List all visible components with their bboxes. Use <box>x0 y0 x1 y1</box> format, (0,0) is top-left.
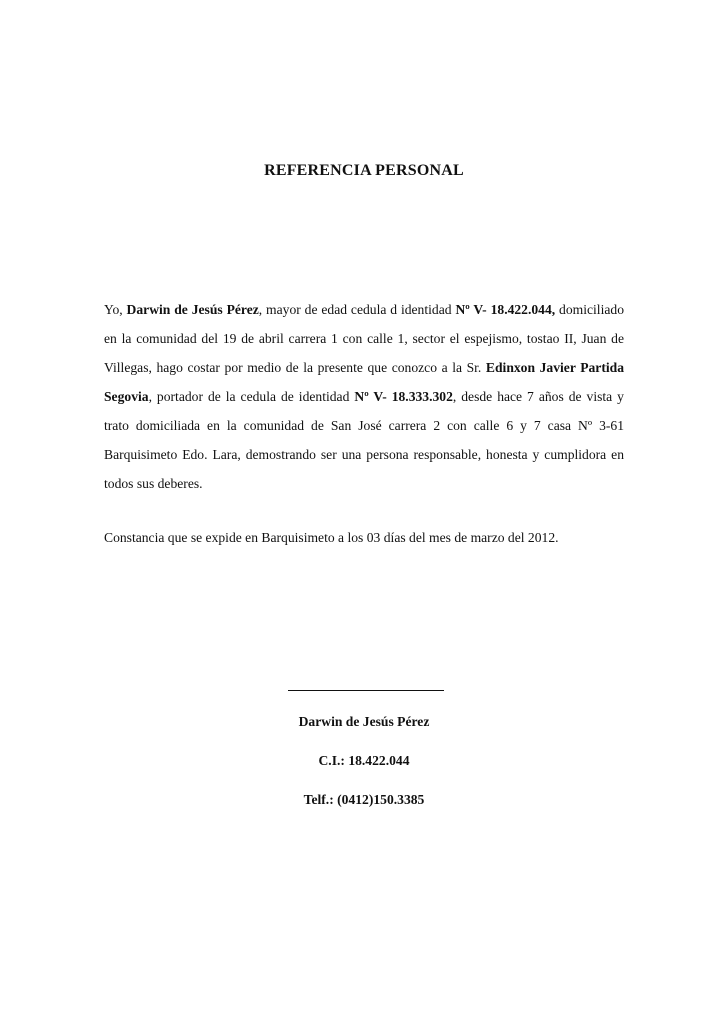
signature-block <box>0 676 728 807</box>
paragraph-text-1: Yo, <box>104 302 127 317</box>
reference-paragraph <box>104 295 624 498</box>
paragraph-text-5: , desde hace 7 años de vista y trato domiciliada en la comunidad de San José carrera 2 con calle 6 y 7 casa Nº 3-61 Barquisimeto Edo. Lara, demostrando ser una persona responsable, honesta y cumplidora en todos sus deberes. <box>104 389 624 491</box>
declarant-id: Nº V- 18.422.044, <box>455 302 556 317</box>
declarant-name: Darwin de Jesús Pérez <box>126 302 259 317</box>
document-title: REFERENCIA PERSONAL <box>264 162 464 179</box>
signature-phone: Telf.: (0412)150.3385 <box>303 792 425 807</box>
closing-statement: Constancia que se expide en Barquisimeto a los 03 días del mes de marzo del 2012. <box>104 530 559 545</box>
paragraph-text-2: , mayor de edad cedula d identidad <box>258 302 456 317</box>
referee-id: Nº V- 18.333.302 <box>354 389 453 404</box>
paragraph-text-3: domiciliado en la comunidad del 19 de abril carrera 1 con calle 1, sector el espejismo, tostao II, Juan de Villegas, hago costar por medio de la presente que conozco a la Sr. <box>104 302 624 375</box>
paragraph-text-4: , portador de la cedula de identidad <box>148 389 355 404</box>
signature-ci: C.I.: 18.422.044 <box>318 753 410 768</box>
referee-name: Edinxon Javier Partida Segovia <box>104 360 624 404</box>
signature-name: Darwin de Jesús Pérez <box>298 714 430 729</box>
signature-line <box>288 676 444 691</box>
